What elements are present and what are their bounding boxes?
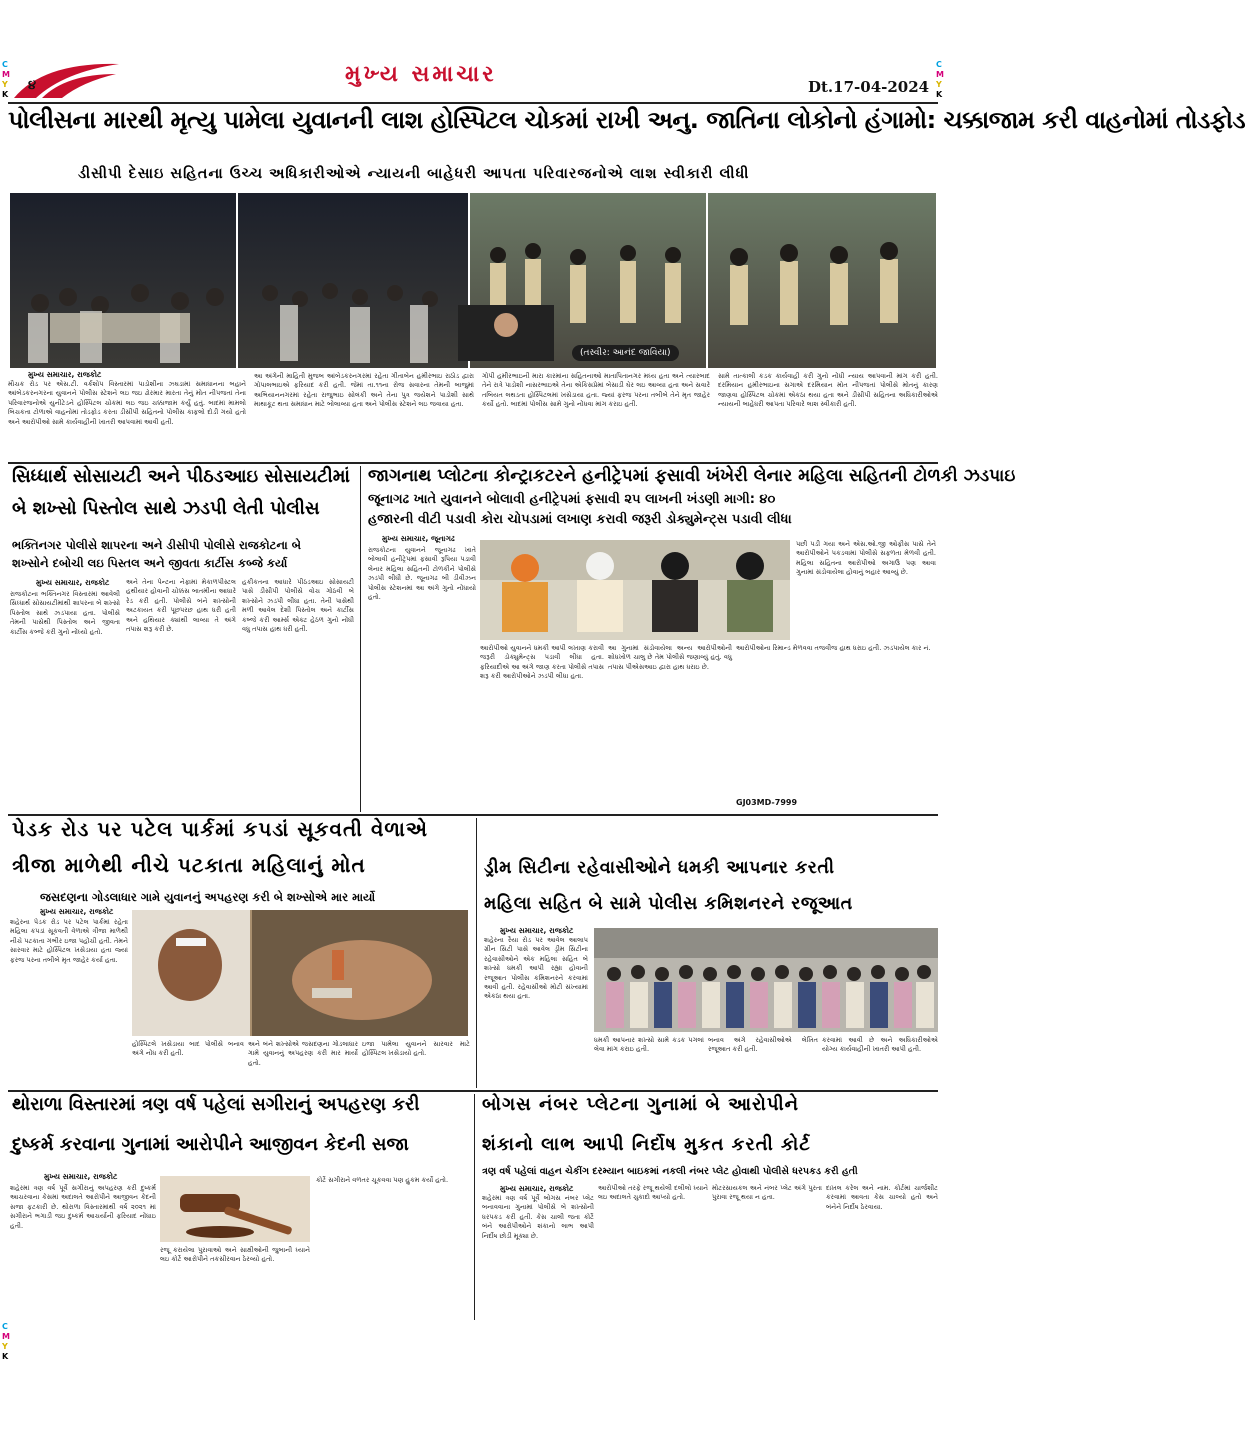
story4-divider [476,818,477,1088]
lower-rule [8,1090,938,1092]
story6-column-3: કોર્ટે સગીરાને વળતર ચૂકવવા પણ હુકમ કર્યો હતો. [316,1176,449,1184]
story4-sub: જસદણના ગોડલાધાર ગામે યુવાનનું અપહરણ કરી બે શખ્સોએ માર માર્યો [40,890,376,904]
story4-headline-line2: ત્રીજા માળેથી નીચે પટકાતા મહિલાનું મોત [12,853,366,877]
story5-column-4: કરવામાં આવી છે અને અધિકારીઓએ યોગ્ય કાર્યવાહીની ખાતરી આપી હતી. [822,1036,938,1054]
story5-column-1: શહેરના રૈયા રોડ પર આવેલ આલાપ ગ્રીન સિટી પાસે આવેલ ડ્રીમ સિટીના રહેવાસીઓને એક મહિલા સહિત બે શખ્સો ધમકી આપી રહ્યા હોવાની રજૂઆત પોલીસ કમિશનરને કરવામાં આવી હતી. રહેવાસીઓ મોટી સંખ્યામાં એકઠા થયા હતા. [484,936,588,1001]
header-rule [8,102,938,104]
story4-photo-injured [132,910,468,1036]
story4-byline: મુખ્ય સમાચાર, રાજકોટ [40,907,114,916]
registration-mark-m-right: M [936,70,944,79]
story7-headline-line2: શંકાનો લાભ આપી નિર્દોષ મુકત કરતી કોર્ટ [482,1134,811,1155]
story6-divider [474,1094,475,1320]
registration-mark-c: C [2,60,8,69]
story7-byline: મુખ્ય સમાચાર, રાજકોટ [500,1184,574,1193]
story3-headline: જાગનાથ પ્લોટના કોન્ટ્રાકટરને હનીટ્રેપમાં ફસાવી ખંખેરી લેનાર મહિલા સહિતની ટોળકી ઝડપાઇ [368,466,1016,486]
story3-photo-accused [480,540,790,640]
story7-sub: ત્રણ વર્ષ પહેલાં વાહન ચેકીંગ દરમ્યાન બાઇકમાં નકલી નંબર પ્લેટ હોવાથી પોલીસે ધરપકડ કરી હતી [482,1166,858,1177]
registration-mark-c-bottom: C [2,1322,8,1331]
story2-sub-line1: ભક્તિનગર પોલીસે શાપરના અને ડીસીપી પોલીસે રાજકોટના બે [12,538,301,552]
story2-column-1: રાજકોટના ભક્તિનગર વિસ્તારમાં આવેલી સિધ્ધાર્થ સોસાયટીમાંથી શાપરના બે શખ્સો પિસ્તોલ સાથે ઝડપાયા હતા. પોલીસે તેમની પાસેથી પિસ્તોલ અને જીવતા કાર્ટીસ કબ્જે કરી ગુનો નોંધ્યો હતો. [10,590,120,636]
story1-column-2: આ અંગેની માહિતી મુજબ આંબેડકરનગરમાં રહેતા ગીતાબેન હમીરભાઇ રાઠોડ દ્વારા ગોપાલભાઇએ ફરિયાદ કરી હતી. જેમાં તા.૧૧ના રોજ સવારના તેમની બાજુમાં અભિયાનનગરમાં રહેતા રાજુભાઇ સોલંકી અને તેના પુત્ર જયેશને પાડોશી સાથે માથાકૂટ થતા સમાધાન માટે બોલાવ્યા હતા અને પોલીસ સ્ટેશને લઇ જવાયા હતા. [254,372,474,409]
story7-column-3: મોટરસાયકલ અને નંબર પ્લેટ અંગે પુરતા પુરાવા રજૂ થયા ન હતા. [712,1184,822,1202]
story3-plate-number: GJ03MD-7999 [736,798,798,807]
registration-mark-m-bottom: M [2,1332,10,1341]
story6-byline: મુખ્ય સમાચાર, રાજકોટ [44,1172,118,1181]
story1-column-4: સામે તાત્કાલી કડક કાર્યવાહી કરી ગુનો નોંધી ન્યાય આપવાની માંગ કરી હતી. દરમિયાન હમીરભાઇના સગાએ દરમિયાન મોત નીપજતાં પોલીસે મોતનું કારણ જાણવા હોસ્પિટલ ચોકમાં એકઠા થયા હતા અને ડીસીપી સહિતના અધિકારીઓએ ન્યાયની બાહેધરી આપતા પરિવારે લાશ સ્વીકારી હતી. [718,372,938,409]
story4-headline-line1: પેડક રોડ પર પટેલ પાર્કમાં કપડાં સૂકવતી વેળાએ [12,817,429,841]
story2-headline-line1: સિધ્ધાર્થ સોસાયટી અને પીઠડઆઇ સોસાયટીમાં [12,466,350,487]
story2-headline-line2: બે શખ્સો પિસ્તોલ સાથે ઝડપી લેતી પોલીસ [12,498,320,519]
story1-byline: મુખ્ય સમાચાર, રાજકોટ [28,370,102,379]
story1-column-3: ગોપી હમીરભાઇની મારા કારમાંના સહિતનાઓ માતાપિતાનગર મધ્ય હતા અને ત્યારબાદ તેને રાત્રે પાડોશી નાસરભાઇએ તેના એકિસપ્રેમાં બેસાડી ઘેર લઇ આવ્યા હતા અને સવારે તબિયત લથડતા હોસ્પિટલમાં ખસેડાયા હતા. જ્યાં ફરજ પરના તબીબે તેને મૃત જાહેર કર્યો હતો. બાદમાં પોલીસ સામે ગુનો નોંધવા માંગ કરાઇ હતી. [482,372,710,409]
story1-column-1: મૌચક રોડ પર એસ.ટી. વર્કશોપ વિસ્તારમાં પાડોશીના ઝઘડામાં સમાધાનના બહાને આંબેડકરનગરના યુવાનને પોલીસ સ્ટેશને લઇ જઇ ઢોરમાર મારતા તેનું મોત નીપજતાં તેના પરિવારજનોએ યુનીટેડને હોસ્પિટલ ચોકમાં લઇ જઇ ચક્કાજામ કર્યું હતું. બાદમાં મામલો બિચકતા ટોળાએ વાહનોમાં તોડફોડ કરતા ડીસીપી સહિતનો પોલીસ કાફલો દોડી ગયો હતો અને આરોપીઓ સામે કાર્યવાહીની ખાતરી આપવામાં આવી હતી. [8,380,246,426]
story3-column-4: આરોપીઓના રિમાન્ડ મેળવવા તજવીજ હાથ ધરાઇ હતી. ઝડપાયેલ કાર નં. [736,644,931,652]
story4-column-4: ઇજા પામેલા યુવાનને સારવાર માટે હોસ્પિટલ ખસેડાયો હતો. [362,1040,470,1058]
story2-column-3: હકીકતના આધારે પીઠડઆઇ સોસાયટી પાસે ડીસીપી પોલીસે વોચ ગોઠવી બે શખ્સોને ઝડપી લીધા હતા. તેની પાસેથી મળી આવેલ દેશી પિસ્તોલ અને કાર્ટીસ કબ્જે કરી આર્મ્સ એક્ટ હેઠળ ગુનો નોંધી વધુ તપાસ હાથ ધરી હતી. [242,578,354,634]
masthead-title: મુખ્ય સમાચાર [345,62,497,87]
story7-column-4: દાખલ કરેલ અને નામ. કોર્ટમાં ચાર્જશીટ કરવામાં આવતા કેસ ચાલ્યો હતો અને બંનેને નિર્દોષ ઠેરવાયા. [826,1184,938,1211]
story2-byline: મુખ્ય સમાચાર, રાજકોટ [36,578,110,587]
story1-headline: પોલીસના મારથી મૃત્યુ પામેલા યુવાનની લાશ હોસ્પિટલ ચોકમાં રાખી અનુ. જાતિના લોકોનો હંગામો: ચક્કાજામ કરી વાહનોમાં તોડફોડ [8,106,1245,134]
story3-column-1: રાજકોટના યુવાનને જૂનાગઢ ખાતે બોલાવી હનીટ્રેપમાં ફસાવી રૂપિયા પડાવી લેનાર મહિલા સહિતની ટોળકીને પોલીસે ઝડપી લીધી છે. જૂનાગઢ બી ડીવીઝન પોલીસ સ્ટેશનમાં આ અંગે ગુનો નોંધાયો હતો. [368,546,476,602]
registration-mark-k: K [2,90,9,99]
registration-mark-y: Y [2,80,8,89]
story1-photo-collage [10,193,936,368]
story2-divider [360,466,361,812]
story5-column-3: બનાવ અંગે રહેવાસીઓએ લેખિત રજૂઆત કરી હતી. [708,1036,818,1054]
registration-mark-c-right: C [936,60,942,69]
story2-sub-line2: શખ્સોને દબોચી લઇ પિસ્તલ અને જીવતા કાર્ટીસ કબ્જે કર્યા [12,556,288,570]
story4-column-3: અને બંને શખ્સોએ જસદણના ગોડલાધાર ગામે યુવાનનું અપહરણ કરી માર માર્યો હતો. [248,1040,358,1067]
story3-sub-line1: જૂનાગઢ ખાતે યુવાનને બોલાવી હનીટ્રેપમાં ફસાવી ૨૫ લાખની ખંડણી માગી: ૪૦ [368,492,776,507]
story3-column-2: આરોપીઓ યુવાનને ધમકી આપી લખાણ કરાવી જરૂરી ડોક્યુમેન્ટ્સ પડાવી લીધા હતા. ફરિયાદીએ આ અંગે જાણ કરતા પોલીસે તપાસ શરૂ કરી આરોપીઓને ઝડપી લીધા હતા. [480,644,604,681]
story4-column-2: હોસ્પિટલે ખસેડાયા બાદ પોલીસે બનાવ અંગે નોંધ કરી હતી. [132,1040,244,1058]
story3-sub-line2: હજારની વીટી પડાવી કોરા ચોપડામાં લખાણ કરાવી જરૂરી ડોક્યુમેન્ટ્સ પડાવી લીધા [368,512,792,527]
registration-mark-y-right: Y [936,80,942,89]
story5-byline: મુખ્ય સમાચાર, રાજકોટ [500,926,574,935]
story6-headline-line2: દુષ્કર્મ કરવાના ગુનામાં આરોપીને આજીવન કેદની સજા [12,1134,409,1155]
mid-rule [8,814,938,816]
registration-mark-y-bottom: Y [2,1342,8,1351]
story7-column-1: શહેરમાં ત્રણ વર્ષ પૂર્વે બોગસ નંબર પ્લેટ બનાવવાના ગુનામાં પોલીસે બે શખ્સોની ધરપકડ કરી હતી. કેસ ચાલી જતા કોર્ટે બંને આરોપીઓને શંકાનો લાભ આપી નિર્દોષ છોડી મૂક્યા છે. [482,1194,594,1240]
story5-photo-residents [594,928,938,1032]
brand-logo-icon [4,60,124,100]
page-date: Dt.17-04-2024 [808,78,930,96]
registration-mark-k-bottom: K [2,1352,9,1361]
story5-headline-line2: મહિલા સહિત બે સામે પોલીસ કમિશનરને રજૂઆત [484,894,853,914]
story6-column-2: રજૂ કરાયેલા પુરાવાઓ અને સાક્ષીઓની જુબાની ધ્યાને લઇ કોર્ટે આરોપીને તકસીરવાન ઠેરવ્યો હતો. [160,1246,310,1264]
story5-column-2: ધમકી આપનાર શખ્સો સામે કડક પગલાં લેવા માંગ કરાઇ હતી. [594,1036,704,1054]
registration-mark-k-right: K [936,90,943,99]
page-number: ૪ [28,78,37,93]
story6-headline-line1: થોરાળા વિસ્તારમાં ત્રણ વર્ષ પહેલાં સગીરાનું અપહરણ કરી [12,1094,420,1115]
story6-column-1: શહેરમાં ત્રણ વર્ષ પૂર્વે સગીરાનું અપહરણ કરી દુષ્કર્મ આચરવાના કેસમાં અદાલતે આરોપીને આજીવન કેદની સજા ફટકારી છે. થોરાળા વિસ્તારમાંથી વર્ષ ૨૦૨૧ માં સગીરાને ભગાડી જઇ દુષ્કર્મ આચર્યાની ફરિયાદ નોંધાઇ હતી. [10,1184,156,1230]
registration-mark-m: M [2,70,10,79]
story1-photo-credit: (તસ્વીર: આનંદ જાવિયા) [572,345,679,361]
story4-column-1: શહેરના પેડક રોડ પર પટેલ પાર્કમાં રહેતા મહિલા કપડાં સૂકવતી વેળાએ ત્રીજા માળેથી નીચે પટકાતા ગંભીર ઇજા પહોંચી હતી. તેમને સારવાર માટે હોસ્પિટલ ખસેડાયા હતા જ્યાં ફરજ પરના તબીબે મૃત જાહેર કર્યા હતા. [10,918,128,964]
page-header [0,58,945,100]
story3-column-3: આ ગુનામાં સંડોવાયેલા અન્ય આરોપીઓની શોધખોળ ચાલુ છે તેમ પોલીસે જણાવ્યું હતું. વધુ તપાસ પીએસઆઇ દ્વારા હાથ ધરાઇ છે. [608,644,732,671]
story5-headline-line1: ડ્રીમ સિટીના રહેવાસીઓને ધમકી આપનાર કરતી [484,858,835,878]
story2-column-2: અને તેના પેન્ટના નેફામાં મેકાળપીસ્ટલ હથીયાર હોવાની ચોક્કસ બાતમીના આધારે રેડ કરી હતી. પોલીસે બંને શખ્સોની અટકાયત કરી પૂછપરછ હાથ ધરી હતી અને હથિયાર ક્યાંથી લાવ્યા તે અંગે તપાસ શરૂ કરી છે. [126,578,236,634]
story7-headline-line1: બોગસ નંબર પ્લેટના ગુનામાં બે આરોપીને [482,1094,800,1115]
story3-column-5: પછી પડી ગયા અને એસ.ઓ.જી ઓફીસ પાસે તેને આરોપીઓને પકડવામાં પોલીસે સફળતા મેળવી હતી. મહિલા સહિતના આરોપીઓ અગાઉ પણ આવા ગુનામાં સંડોવાયેલા હોવાનું બહાર આવ્યું છે. [796,540,936,577]
story3-byline: મુખ્ય સમાચાર, જૂનાગઢ [382,534,455,543]
story1-subheadline: ડીસીપી દેસાઇ સહિતના ઉચ્ચ અધિકારીઓએ ન્યાયની બાહેધરી આપતા પરિવારજનોએ લાશ સ્વીકારી લીધી [78,166,750,182]
story6-gavel-photo [160,1176,310,1242]
story1-bottom-rule [8,462,938,464]
story7-column-2: આરોપીઓ તરફે રજૂ થયેલી દલીલો ધ્યાને લઇ અદાલતે ચુકાદો આપ્યો હતો. [598,1184,708,1202]
